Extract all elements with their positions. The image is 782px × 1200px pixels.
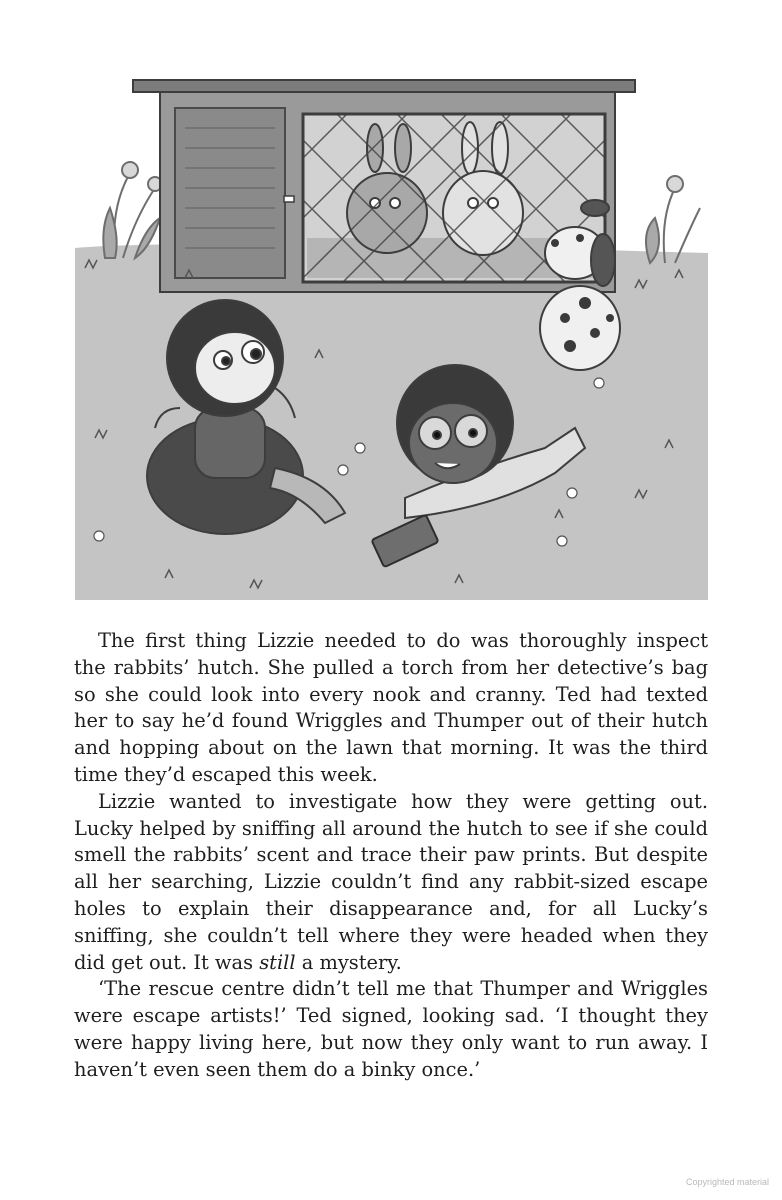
paragraph-3: ‘The rescue centre didn’t tell me that Thumper and Wriggles were escape artists!’ Ted signed, looking sad. ‘I thought they were happy living here, but now they only want to run away. I haven’t even seen them do a binky once.’ [74,977,708,1081]
illustration [75,78,708,600]
paragraph-2 [74,789,708,977]
paragraph-1: The first thing Lizzie needed to do was thoroughly inspect the rabbits’ hutch. She pulled a torch from her detective’s bag so she could look into every nook and cranny. Ted had texted her to say he’d found Wriggles and Thumper out of their hutch and hopping about on the lawn that morning. It was the third time they’d escaped this week. [74,629,708,786]
paragraph-2-emphasis: still [259,950,296,974]
watermark: Copyrighted material [685,1177,769,1187]
story-text [74,628,708,1084]
paragraph-2-part-a: Lizzie wanted to investigate how they were getting out. Lucky helped by sniffing all around the hutch to see if she could smell the rabbits’ scent and trace their paw prints. But despite all her searching, Lizzie couldn’t find any rabbit-sized escape holes to explain their disappearance and, for all Lucky’s sniffing, she couldn’t tell where they were headed when they did get out. It was [74,789,708,974]
paragraph-2-part-b: a mystery. [295,950,402,974]
